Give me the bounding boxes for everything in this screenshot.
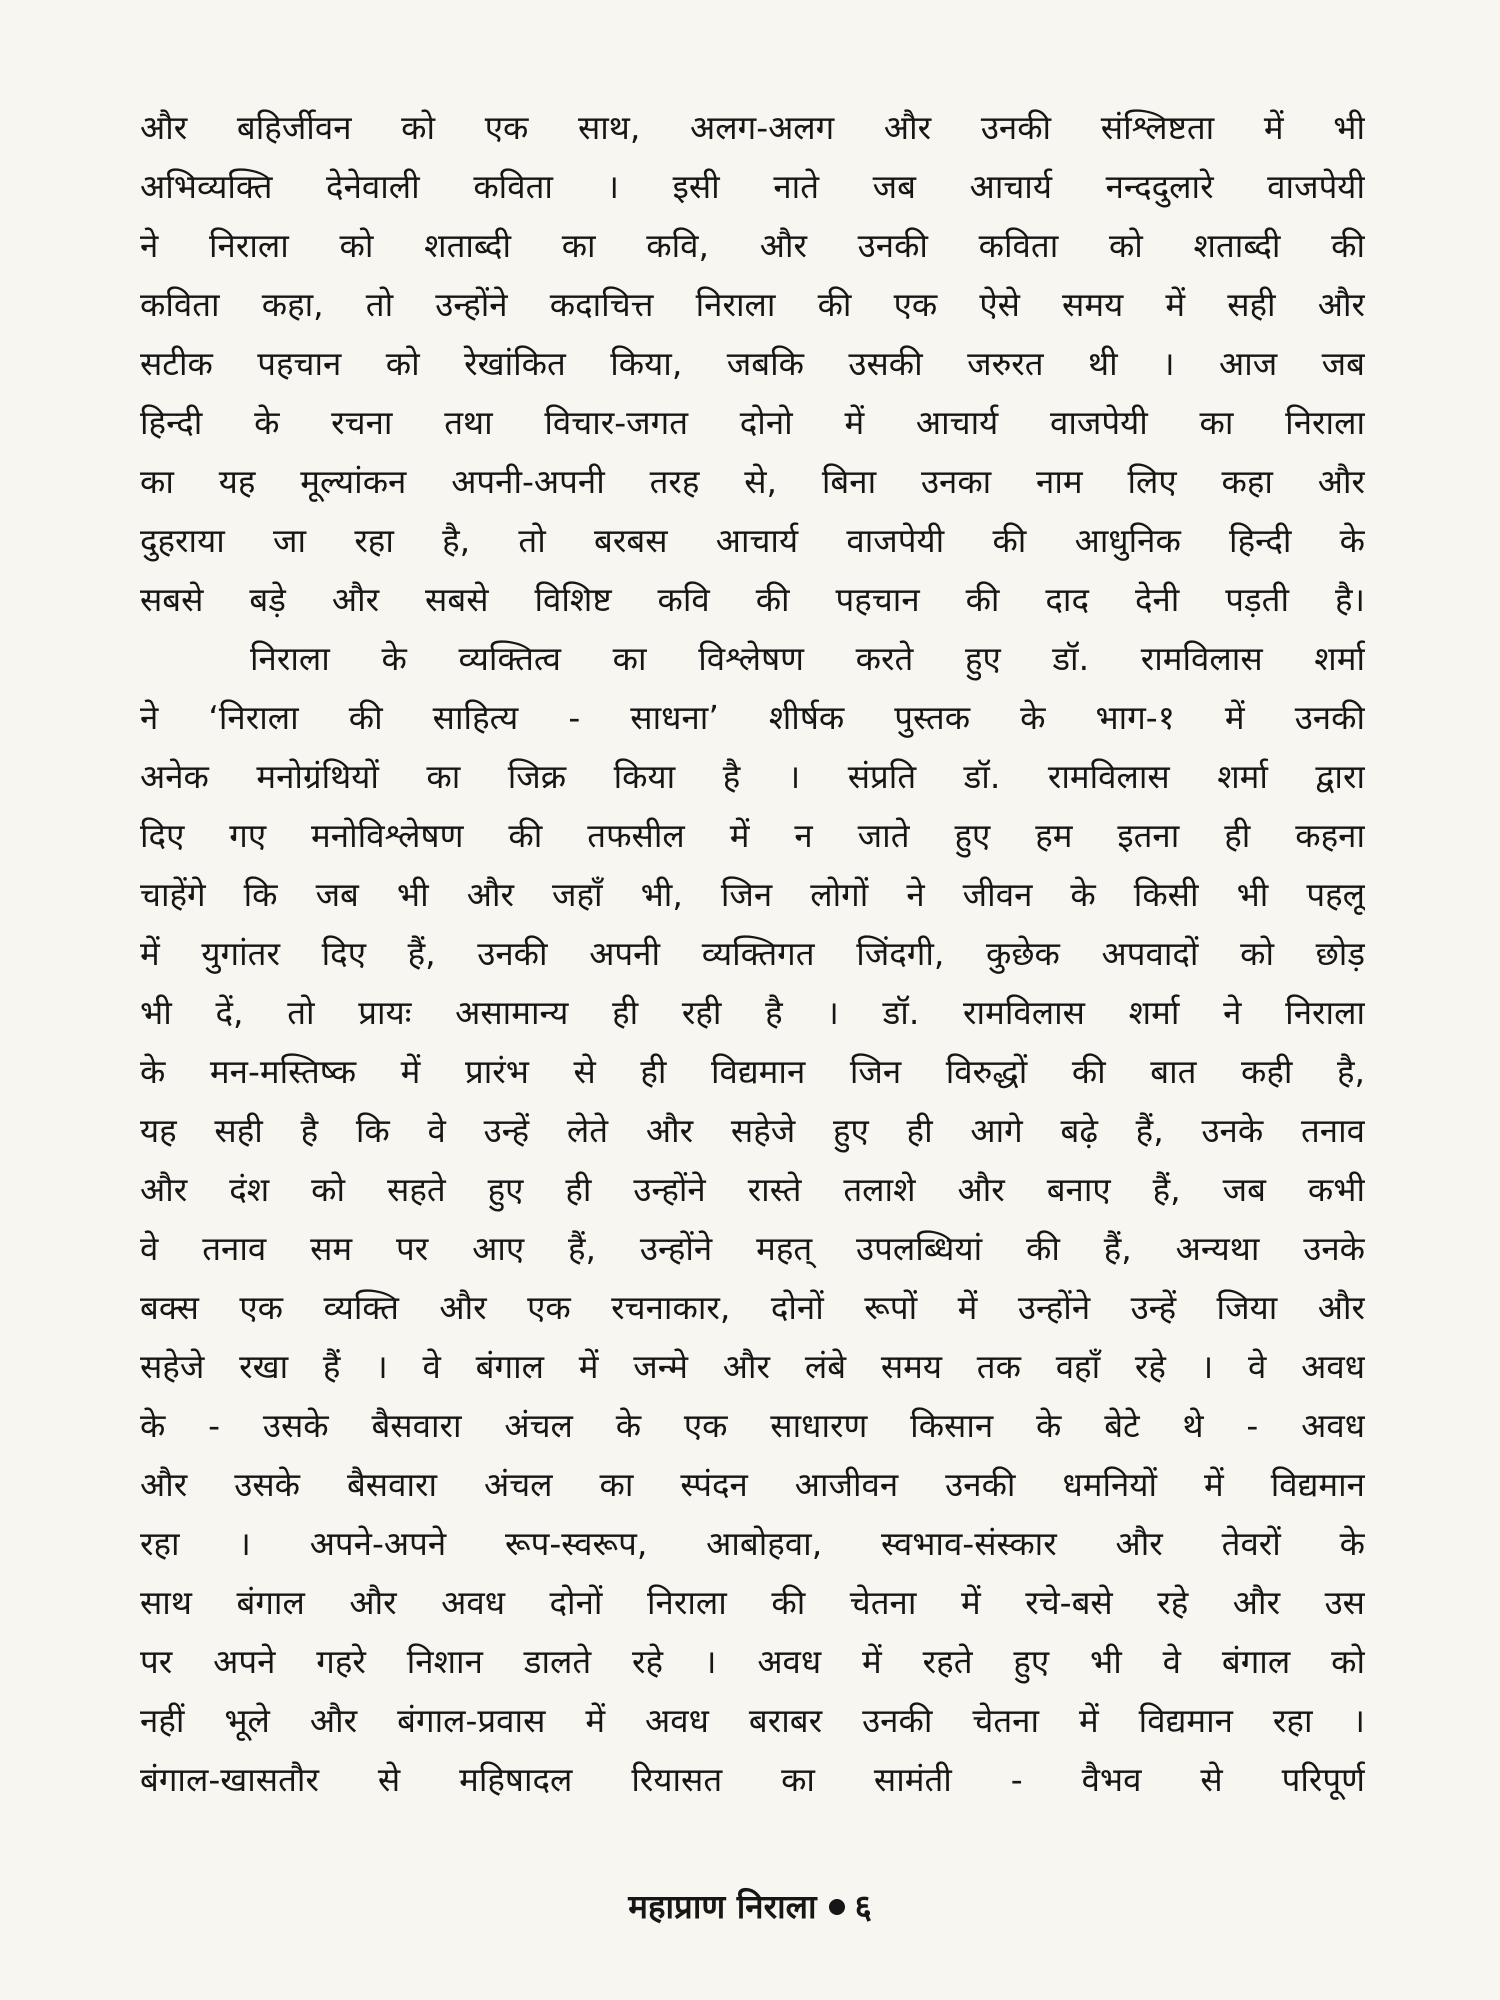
- text-line: वे तनाव सम पर आए हैं, उन्होंने महत् उपलब्धियां की हैं, अन्यथा उनके: [140, 1229, 1365, 1268]
- text-line: रहा । अपने-अपने रूप-स्वरूप, आबोहवा, स्वभाव-संस्कार और तेवरों के: [140, 1524, 1365, 1563]
- page-footer: [0, 1882, 1500, 1932]
- text-line: में युगांतर दिए हैं, उनकी अपनी व्यक्तिगत जिंदगी, कुछेक अपवादों को छोड़: [140, 934, 1365, 973]
- text-line: यह सही है कि वे उन्हें लेते और सहेजे हुए ही आगे बढ़े हैं, उनके तनाव: [140, 1111, 1365, 1150]
- text-line: ने निराला को शताब्दी का कवि, और उनकी कविता को शताब्दी की: [140, 226, 1365, 265]
- text-line: के मन-मस्तिष्क में प्रारंभ से ही विद्यमान जिन विरुद्धों की बात कही है,: [140, 1052, 1365, 1091]
- text-line: निराला के व्यक्तित्व का विश्लेषण करते हुए डॉ. रामविलास शर्मा: [250, 639, 1365, 678]
- page-number: ६: [854, 1887, 872, 1926]
- text-line: भी दें, तो प्रायः असामान्य ही रही है । डॉ. रामविलास शर्मा ने निराला: [140, 993, 1365, 1032]
- body-text: [140, 98, 1365, 1809]
- bullet-icon: [829, 1899, 845, 1915]
- text-line: चाहेंगे कि जब भी और जहाँ भी, जिन लोगों ने जीवन के किसी भी पहलू: [140, 875, 1365, 914]
- text-line: हिन्दी के रचना तथा विचार-जगत दोनो में आचार्य वाजपेयी का निराला: [140, 403, 1365, 442]
- text-line: सटीक पहचान को रेखांकित किया, जबकि उसकी जरुरत थी । आज जब: [140, 344, 1365, 383]
- text-line: दिए गए मनोविश्लेषण की तफसील में न जाते हुए हम इतना ही कहना: [140, 816, 1365, 855]
- text-line: बंगाल-खासतौर से महिषादल रियासत का सामंती - वैभव से परिपूर्ण: [140, 1760, 1365, 1799]
- text-line: दुहराया जा रहा है, तो बरबस आचार्य वाजपेयी की आधुनिक हिन्दी के: [140, 521, 1365, 560]
- text-line: और उसके बैसवारा अंचल का स्पंदन आजीवन उनकी धमनियों में विद्यमान: [140, 1465, 1365, 1504]
- text-line: का यह मूल्यांकन अपनी-अपनी तरह से, बिना उनका नाम लिए कहा और: [140, 462, 1365, 501]
- text-line: नहीं भूले और बंगाल-प्रवास में अवध बराबर उनकी चेतना में विद्यमान रहा ।: [140, 1701, 1365, 1740]
- footer-title: महाप्राण निराला: [628, 1887, 817, 1926]
- text-line: और दंश को सहते हुए ही उन्होंने रास्ते तलाशे और बनाए हैं, जब कभी: [140, 1170, 1365, 1209]
- text-line: के - उसके बैसवारा अंचल के एक साधारण किसान के बेटे थे - अवध: [140, 1406, 1365, 1445]
- text-line: सहेजे रखा हैं । वे बंगाल में जन्मे और लंबे समय तक वहाँ रहे । वे अवध: [140, 1347, 1365, 1386]
- text-line: और बहिर्जीवन को एक साथ, अलग-अलग और उनकी संश्लिष्टता में भी: [140, 108, 1365, 147]
- text-line: अभिव्यक्ति देनेवाली कविता । इसी नाते जब आचार्य नन्ददुलारे वाजपेयी: [140, 167, 1365, 206]
- text-line: अनेक मनोग्रंथियों का जिक्र किया है । संप्रति डॉ. रामविलास शर्मा द्वारा: [140, 757, 1365, 796]
- text-line: कविता कहा, तो उन्होंने कदाचित्त निराला की एक ऐसे समय में सही और: [140, 285, 1365, 324]
- text-line: सबसे बड़े और सबसे विशिष्ट कवि की पहचान की दाद देनी पड़ती है।: [140, 580, 1365, 619]
- text-line: पर अपने गहरे निशान डालते रहे । अवध में रहते हुए भी वे बंगाल को: [140, 1642, 1365, 1681]
- text-line: ने ‘निराला की साहित्य - साधना’ शीर्षक पुस्तक के भाग-१ में उनकी: [140, 698, 1365, 737]
- text-line: बक्स एक व्यक्ति और एक रचनाकार, दोनों रूपों में उन्होंने उन्हें जिया और: [140, 1288, 1365, 1327]
- text-line: साथ बंगाल और अवध दोनों निराला की चेतना में रचे-बसे रहे और उस: [140, 1583, 1365, 1622]
